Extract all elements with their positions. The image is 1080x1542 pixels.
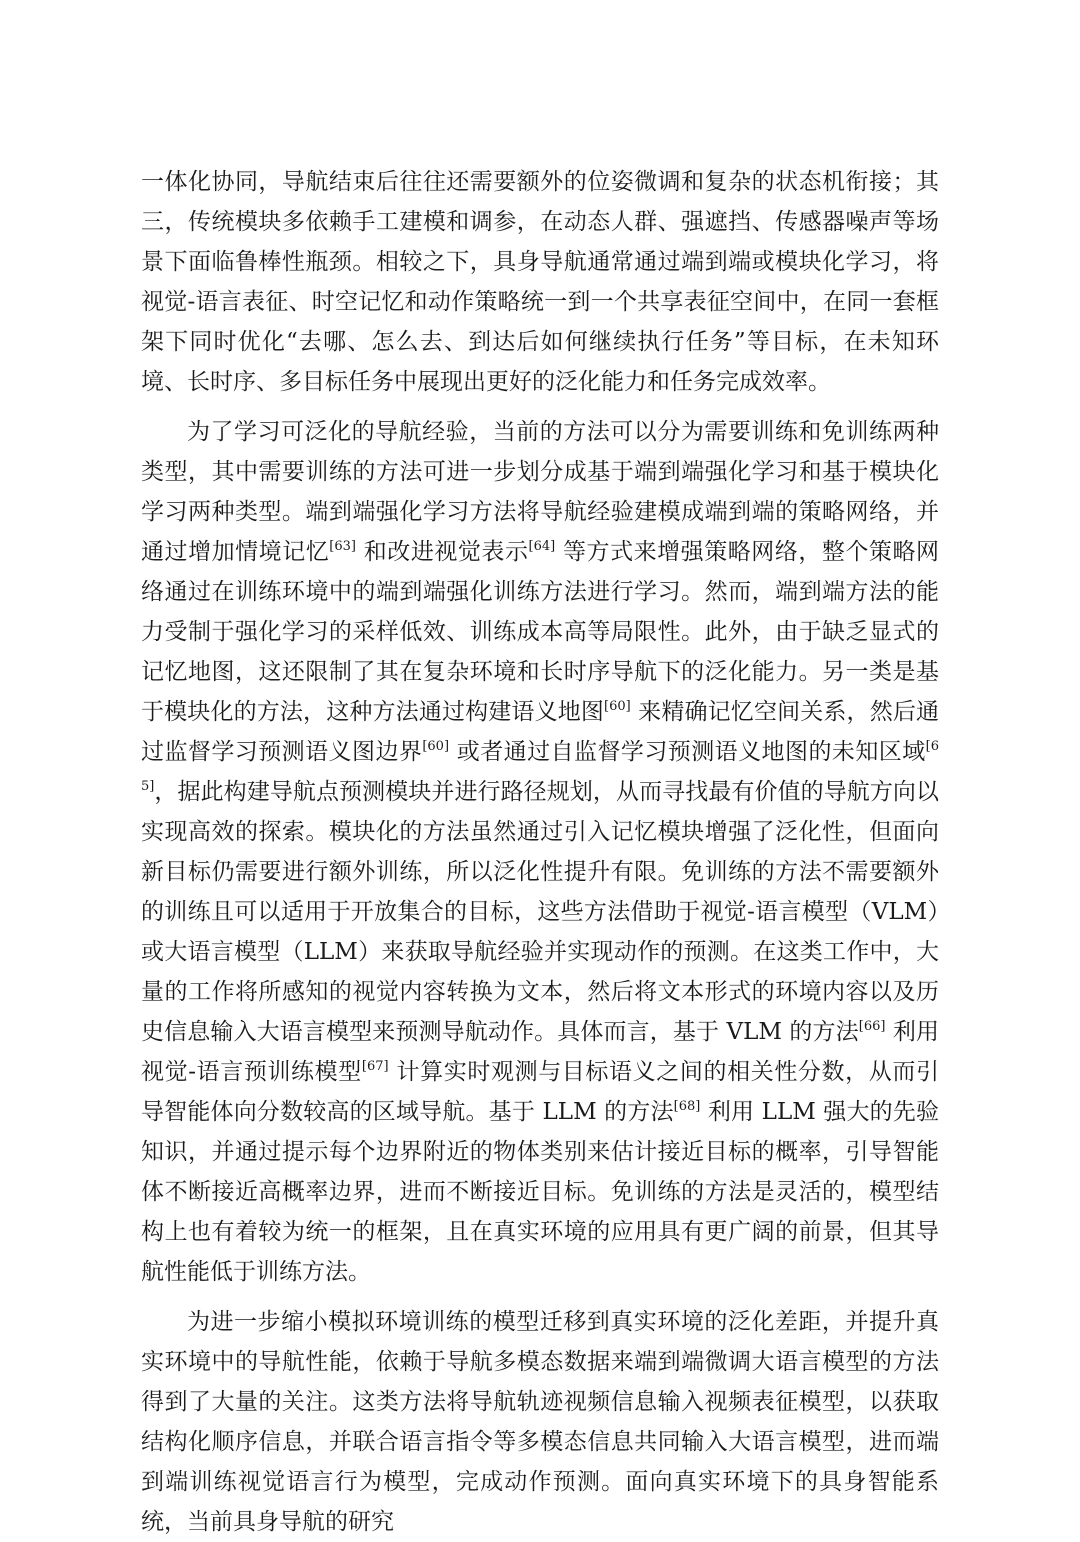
- paragraph-2-text-5: 或者通过自监督学习预测语义地图的未知区域: [449, 739, 926, 765]
- paragraph-2-text-1: 为了学习可泛化的导航经验，当前的方法可以分为需要训练和免训练两种类型，其中需要训练的方法可进一步划分成基于端到端强化学习和基于模块化学习两种类型。端到端强化学习方法将导航经验建模成端到端的策略网络，并通过增加情境记忆: [141, 419, 939, 565]
- paragraph-1: [141, 162, 939, 402]
- citation-68: [68]: [673, 1099, 701, 1114]
- citation-65: [65]: [141, 739, 940, 794]
- paragraph-3-text: 为进一步缩小模拟环境训练的模型迁移到真实环境的泛化差距，并提升真实环境中的导航性能，依赖于导航多模态数据来端到端微调大语言模型的方法得到了大量的关注。这类方法将导航轨迹视频信息输入视频表征模型，以获取结构化顺序信息，并联合语言指令等多模态信息共同输入大语言模型，进而端到端训练视觉语言行为模型，完成动作预测。面向真实环境下的具身智能系统，当前具身导航的研究: [141, 1309, 939, 1535]
- paragraph-2-text-9: 利用 LLM 强大的先验知识，并通过提示每个边界附近的物体类别来估计接近目标的概率，引导智能体不断接近高概率边界，进而不断接近目标。免训练的方法是灵活的，模型结构上也有着较为统一的框架，且在真实环境的应用具有更广阔的前景，但其导航性能低于训练方法。: [141, 1099, 939, 1285]
- citation-63: [63]: [329, 539, 356, 554]
- paragraph-1-text: 一体化协同，导航结束后往往还需要额外的位姿微调和复杂的状态机衔接；其三，传统模块多依赖手工建模和调参，在动态人群、强遮挡、传感器噪声等场景下面临鲁棒性瓶颈。相较之下，具身导航通常通过端到端或模块化学习，将视觉-语言表征、时空记忆和动作策略统一到一个共享表征空间中，在同一套框架下同时优化“去哪、怎么去、到达后如何继续执行任务”等目标，在未知环境、长时序、多目标任务中展现出更好的泛化能力和任务完成效率。: [141, 169, 939, 395]
- paragraph-2-text-4: 来精确记忆空间关系，然后通过监督学习预测语义图边界: [141, 699, 939, 765]
- paragraph-2-text-2: 和改进视觉表示: [355, 539, 529, 565]
- paragraph-2-text-7: 利用视觉-语言预训练模型: [141, 1019, 939, 1085]
- citation-60-b: [60]: [422, 739, 450, 754]
- citation-67: [67]: [361, 1059, 389, 1074]
- page-body: [141, 162, 939, 1542]
- paragraph-2-text-3: 等方式来增强策略网络，整个策略网络通过在训练环境中的端到端强化训练方法进行学习。然而，端到端方法的能力受制于强化学习的采样低效、训练成本高等局限性。此外，由于缺乏显式的记忆地图，这还限制了其在复杂环境和长时序导航下的泛化能力。另一类是基于模块化的方法，这种方法通过构建语义地图: [141, 539, 939, 725]
- paragraph-2-text-6: ，据此构建导航点预测模块并进行路径规划，从而寻找最有价值的导航方向以实现高效的探索。模块化的方法虽然通过引入记忆模块增强了泛化性，但面向新目标仍需要进行额外训练，所以泛化性提升有限。免训练的方法不需要额外的训练且可以适用于开放集合的目标，这些方法借助于视觉-语言模型（VLM）或大语言模型（LLM）来获取导航经验并实现动作的预测。在这类工作中，大量的工作将所感知的视觉内容转换为文本，然后将文本形式的环境内容以及历史信息输入大语言模型来预测导航动作。具体而言，基于 VLM 的方法: [141, 779, 939, 1045]
- paragraph-2: [141, 412, 939, 1292]
- citation-66: [66]: [858, 1019, 886, 1034]
- paragraph-2-text-8: 计算实时观测与目标语义之间的相关性分数，从而引导智能体向分数较高的区域导航。基于 LLM 的方法: [141, 1059, 939, 1125]
- citation-64: [64]: [528, 539, 556, 554]
- paragraph-3: [141, 1302, 939, 1542]
- citation-60-a: [60]: [604, 699, 631, 714]
